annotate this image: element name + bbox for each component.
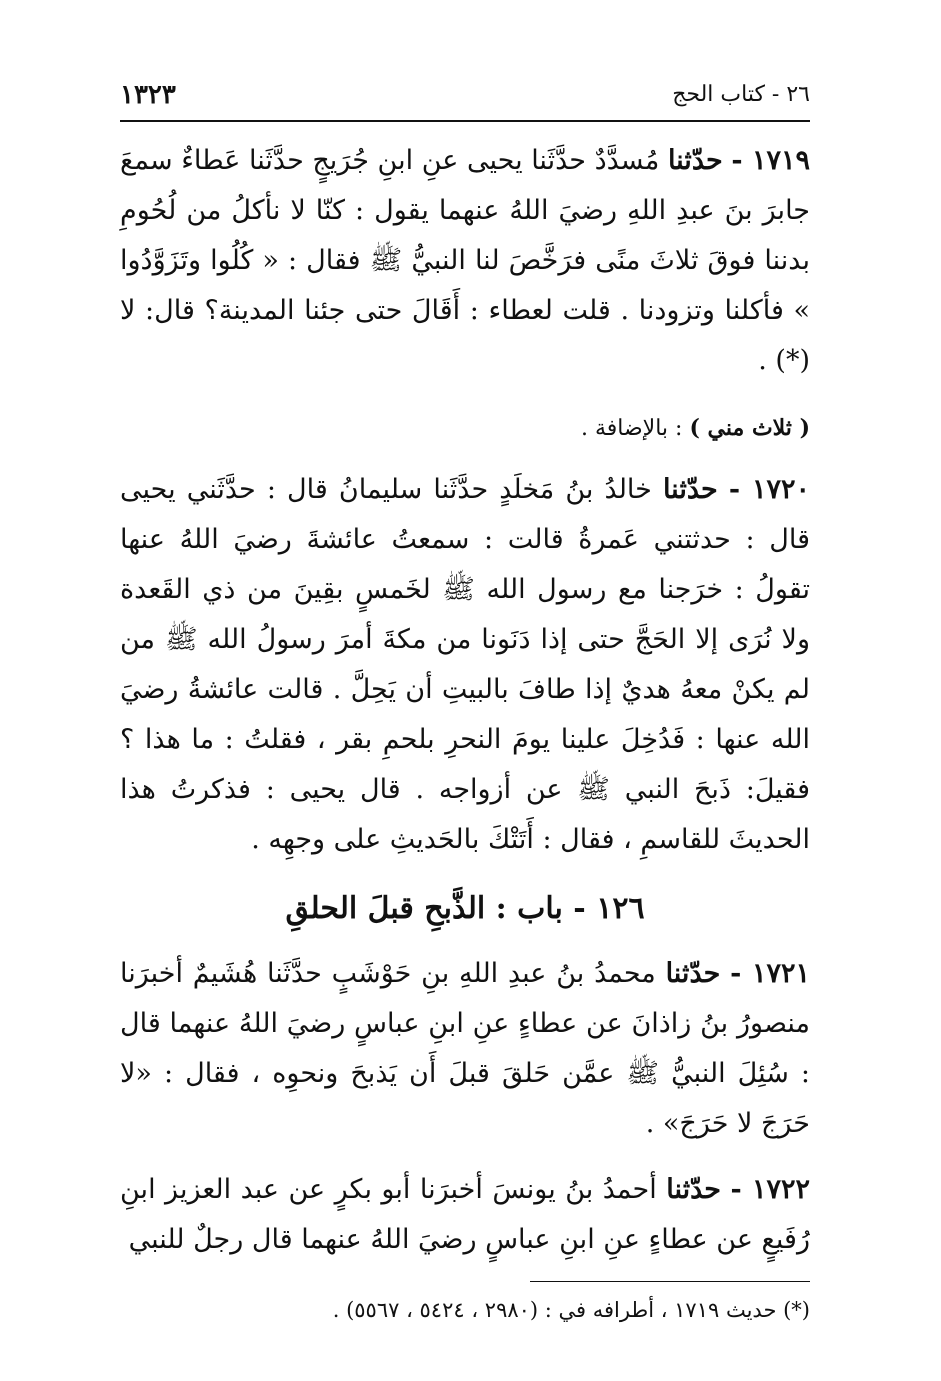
hadith-lead: حدّثنا: [662, 474, 718, 505]
editorial-note: [120, 410, 810, 447]
page-body: [120, 122, 810, 1326]
chapter-title: ١٢٦ - باب : الذَّبحِ قبلَ الحلقِ: [285, 891, 645, 926]
paragraph-gap: [120, 1149, 810, 1165]
hadith-number: ١٧٢٠ -: [728, 474, 810, 505]
hadith-1719: [120, 136, 810, 386]
hadith-text: محمدُ بنُ عبدِ اللهِ بنِ حَوْشَبٍ حدَّثَنا هُشَيمٌ أخبرَنا منصورُ بنُ زاذانَ عن عطاءٍ عنِ ابنِ عباسٍ رضيَ اللهُ عنهما قال : سُئِلَ النبيُّ ﷺ عمَّن حَلقَ قبلَ أَن يَذبحَ ونحوِه ، فقال : «لا حَرَجَ لا حَرَجَ» .: [120, 958, 810, 1139]
hadith-number: ١٧٢٢ -: [730, 1174, 810, 1205]
hadith-1720: [120, 465, 810, 865]
note-term: ( ثلاث مني ): [689, 415, 810, 441]
book-page: [120, 78, 810, 1322]
hadith-lead: حدّثنا: [666, 1174, 721, 1205]
running-header: [120, 78, 810, 122]
footnote-divider: [530, 1281, 810, 1282]
hadith-number: ١٧١٩ -: [731, 145, 810, 176]
hadith-lead: حدّثنا: [665, 958, 721, 989]
hadith-text: أحمدُ بنُ يونسَ أخبرَنا أبو بكرٍ عن عبد العزيز ابنِ رُفَيعٍ عن عطاءٍ عنِ ابنِ عباسٍ رضيَ اللهُ عنهما قال رجلٌ للنبي: [120, 1174, 810, 1255]
hadith-text: خالدُ بنُ مَخلَدٍ حدَّثَنا سليمانُ قال : حدَّثَني يحيى قال : حدثتني عَمرةُ قالت : سمعتُ عائشةَ رضيَ اللهُ عنها تقولُ : خرَجنا مع رسول الله ﷺ لخَمسٍ بقِينَ من ذي القَعدة ولا نُرَى إلا الحَجَّ حتى إذا دَنَونا من مكةَ أمرَ رسولُ الله ﷺ من لم يكنْ معهُ هديٌ إذا طافَ بالبيتِ أن يَحِلَّ . قالت عائشةُ رضيَ الله عنها : فَدُخِلَ علينا يومَ النحرِ بلحمِ بقر ، فقلتُ : ما هذا ؟ فقيلَ: ذَبحَ النبي ﷺ عن أزواجه . قال يحيى : فذكرتُ هذا الحديثَ للقاسمِ ، فقال : أَتَتْكَ بالحَديثِ على وجهِه .: [120, 474, 810, 855]
chapter-heading: ٢٦ - كتاب الحج: [672, 82, 810, 107]
hadith-text: مُسدَّدٌ حدَّثَنا يحيى عنِ ابنِ جُرَيجٍ حدَّثَنا عَطاءٌ سمعَ جابرَ بنَ عبدِ اللهِ رضيَ اللهُ عنهما يقول : كنّا لا نأكلُ من لُحُومِ بدننا فوقَ ثلاثَ منًى فرَخَّصَ لنا النبيُّ ﷺ فقال : « كُلُوا وتَزَوَّدُوا » فأكلنا وتزودنا . قلت لعطاء : أَقَالَ حتى جئنا المدينة؟ قال: لا (*) .: [120, 145, 810, 376]
hadith-1722: [120, 1165, 810, 1265]
hadith-1721: [120, 949, 810, 1149]
hadith-lead: حدّثنا: [667, 145, 723, 176]
footnote: (*) حديث ١٧١٩ ، أطرافه في : (٢٩٨٠ ، ٥٤٢٤ ، ٥٥٦٧) .: [332, 1298, 810, 1322]
hadith-number: ١٧٢١ -: [730, 958, 810, 989]
note-text: : بالإضافة .: [581, 416, 683, 441]
page-number: ١٣٢٣: [120, 80, 176, 110]
